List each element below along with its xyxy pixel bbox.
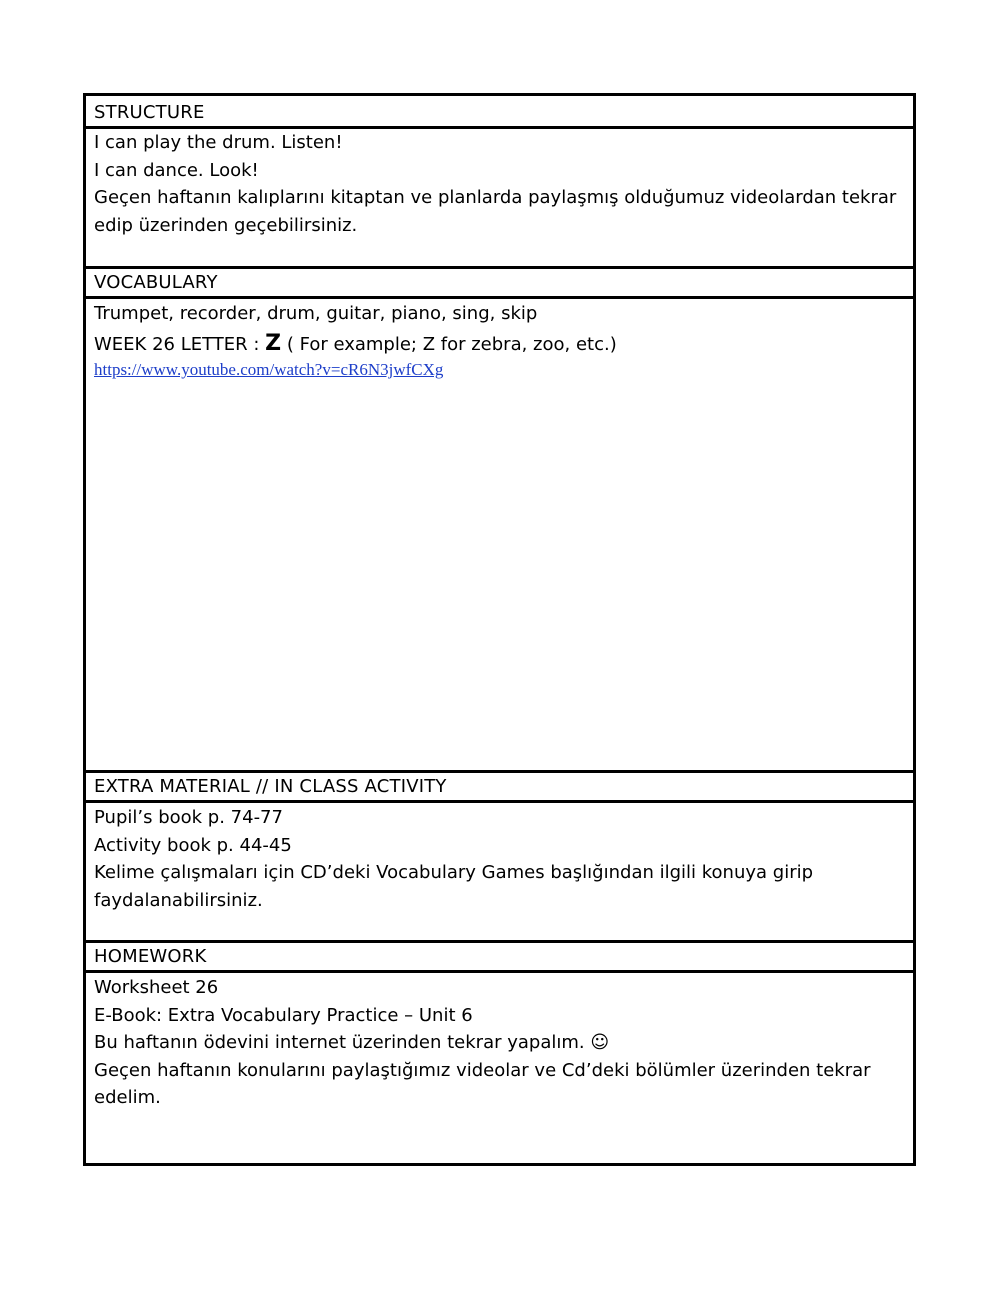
- letter-example: ( For example; Z for zebra, zoo, etc.): [286, 334, 617, 355]
- homework-line: Worksheet 26: [94, 977, 219, 998]
- extra-material-line: Pupil’s book p. 74-77: [94, 807, 283, 828]
- extra-material-header: EXTRA MATERIAL // IN CLASS ACTIVITY: [94, 776, 447, 797]
- vocabulary-words: Trumpet, recorder, drum, guitar, piano, sing, skip: [94, 303, 538, 324]
- extra-material-content: [86, 804, 913, 914]
- homework-header: HOMEWORK: [94, 946, 207, 967]
- extra-material-line: Kelime çalışmaları için CD’deki Vocabulary Games başlığından ilgili konuya girip faydalanabilirsiniz.: [94, 862, 814, 911]
- vocabulary-header: VOCABULARY: [94, 272, 218, 293]
- letter-prefix: WEEK 26 LETTER :: [94, 334, 260, 355]
- structure-line: Geçen haftanın kalıplarını kitaptan ve planlarda paylaşmış olduğumuz videolardan tekrar edip üzerinden geçebilirsiniz.: [94, 187, 897, 236]
- youtube-link[interactable]: https://www.youtube.com/watch?v=cR6N3jwfCXg: [94, 360, 444, 379]
- homework-line: Geçen haftanın konularını paylaştığımız videolar ve Cd’deki bölümler üzerinden tekrar edelim.: [94, 1059, 871, 1108]
- homework-line: Bu haftanın ödevini internet üzerinden tekrar yapalım. ☺: [94, 1032, 610, 1053]
- week-letter: Z: [265, 331, 282, 356]
- structure-header: STRUCTURE: [94, 102, 205, 123]
- extra-material-line: Activity book p. 44-45: [94, 834, 292, 856]
- divider: [86, 970, 913, 973]
- homework-content: [86, 974, 913, 1112]
- divider: [86, 800, 913, 803]
- structure-content: [86, 129, 913, 239]
- structure-line: I can play the drum. Listen!: [94, 132, 343, 153]
- homework-line: E-Book: Extra Vocabulary Practice – Unit 6: [94, 1004, 473, 1026]
- structure-line: I can dance. Look!: [94, 159, 259, 181]
- vocabulary-content: [86, 299, 913, 380]
- weekly-plan-table: [83, 93, 916, 1166]
- letter-of-week: [94, 329, 905, 360]
